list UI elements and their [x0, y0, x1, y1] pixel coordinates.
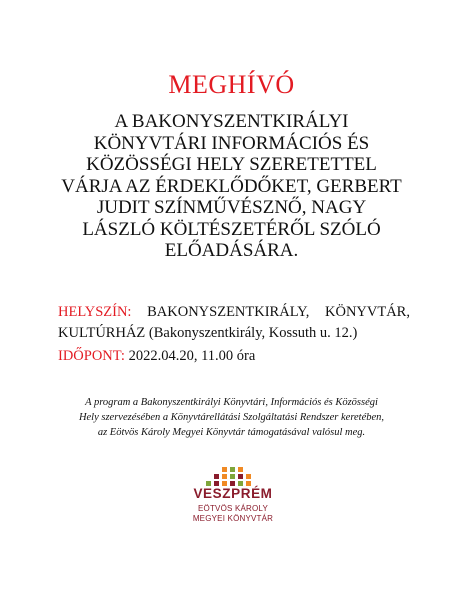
- invitation-title: MEGHÍVÓ: [168, 70, 295, 99]
- intro-line: ELŐADÁSÁRA.: [164, 240, 299, 261]
- footnote-line: az Eötvös Károly Megyei Könyvtár támogatásával valósul meg.: [97, 427, 366, 438]
- location-label: HELYSZÍN:: [58, 304, 132, 320]
- time-value: 2022.04.20, 11.00 óra: [128, 348, 256, 364]
- location-word: KÖNYVTÁR,: [325, 304, 410, 320]
- location-line: [58, 302, 410, 323]
- intro-line: VÁRJA AZ ÉRDEKLŐDŐKET, GERBERT: [61, 175, 402, 197]
- logo-subtitle: MEGYEI KÖNYVTÁR: [192, 514, 274, 523]
- event-details: [58, 302, 410, 367]
- footnote-line: Hely szervezésében a Könyvtárellátási Szolgáltatási Rendszer keretében,: [78, 412, 385, 423]
- intro-line: JUDIT SZÍNMŰVÉSZNŐ, NAGY: [96, 197, 367, 218]
- logo-subtitle: EÖTVÖS KÁROLY: [197, 504, 269, 513]
- footnote-line: A program a Bakonyszentkirályi Könyvtári, Információs és Közösségi: [85, 397, 378, 408]
- intro-line: KÖZÖSSÉGI HELY SZERETETTEL: [86, 154, 377, 175]
- time-line: [58, 346, 410, 367]
- library-logo: [178, 466, 288, 526]
- intro-line: KÖNYVTÁRI INFORMÁCIÓS ÉS: [93, 132, 370, 154]
- invitation-intro: [40, 111, 423, 262]
- location-word: BAKONYSZENTKIRÁLY,: [147, 304, 310, 320]
- time-label: IDŐPONT:: [58, 348, 125, 364]
- intro-line: A BAKONYSZENTKIRÁLYI: [114, 111, 349, 132]
- logo-dots-icon: [200, 466, 260, 488]
- support-footnote: [20, 395, 443, 440]
- location-address: KULTÚRHÁZ (Bakonyszentkirály, Kossuth u. 12.): [58, 325, 358, 341]
- logo-name: VESZPRÉM: [193, 486, 273, 501]
- intro-line: LÁSZLÓ KÖLTÉSZETÉRŐL SZÓLÓ: [82, 218, 381, 240]
